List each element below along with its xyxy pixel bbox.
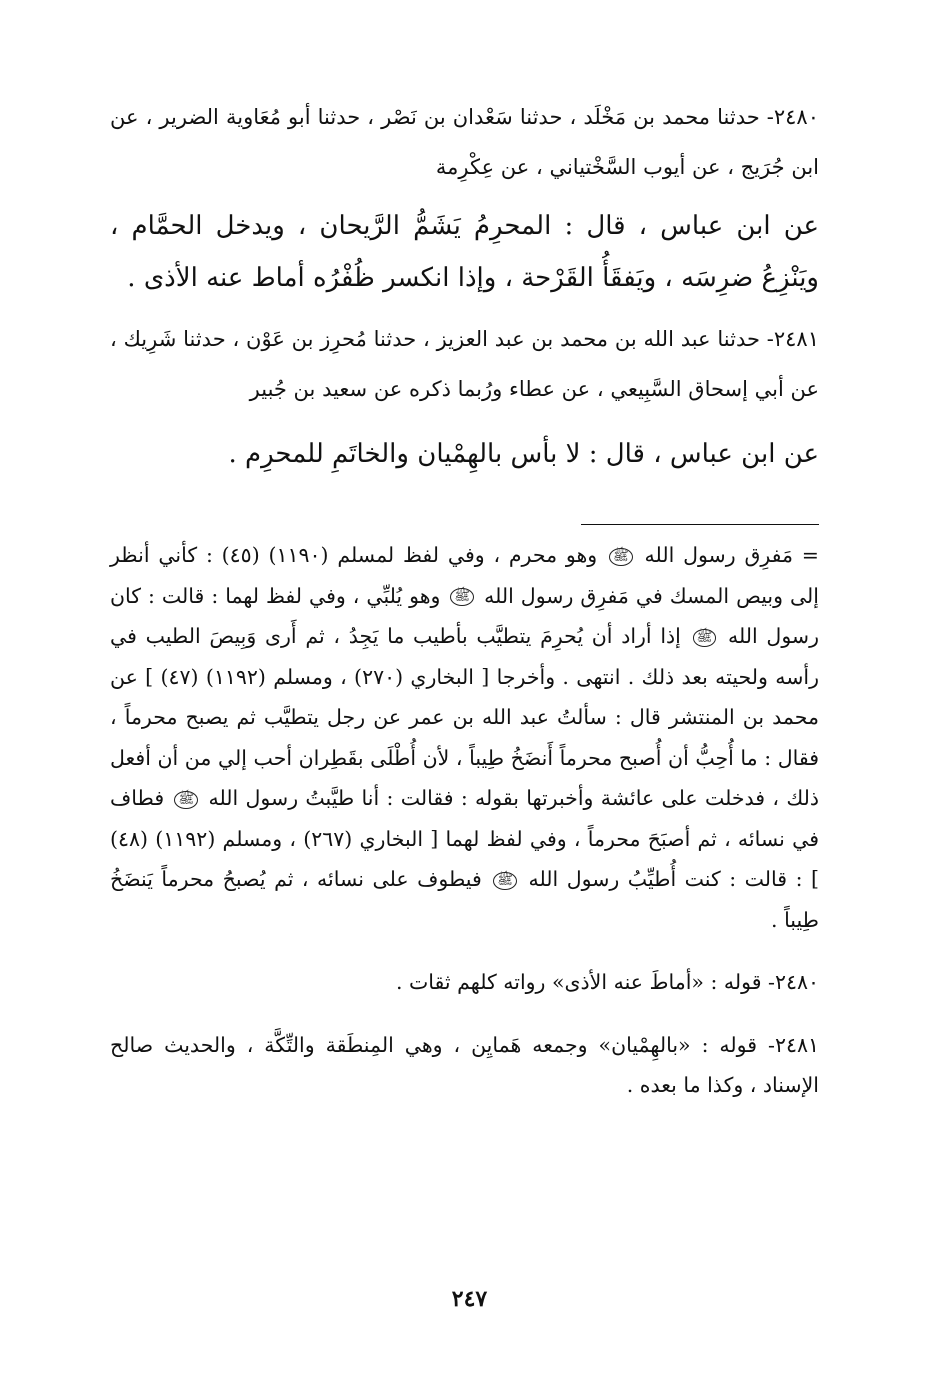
hadith-2480-isnad: ٢٤٨٠- حدثنا محمد بن مَخْلَد ، حدثنا سَعْدان بن نَصْر ، حدثنا أبو مُعَاوية الضرير ، عن ابن جُرَيج ، عن أيوب السَّخْتياني ، عن عِكْرِمة (110, 105, 819, 179)
hadith-2480-matn: عن ابن عباس ، قال : المحرِمُ يَشَمُّ الرَّيحان ، ويدخل الحمَّام ، ويَنْزِعُ ضرِسَه ، ويَفقَأُ القَرْحة ، وإذا انكسر ظُفْرُه أماط عنه الأذى . (110, 211, 819, 293)
pbuh-glyph: ﷺ (450, 588, 474, 606)
footnote-2480: ٢٤٨٠- قوله : «أماطَ عنه الأذى» رواته كلهم ثقات . (395, 970, 819, 994)
hadith-2481-isnad: ٢٤٨١- حدثنا عبد الله بن محمد بن عبد العزيز ، حدثنا مُحرِز بن عَوْن ، حدثنا شَرِيك ، عن أبي إسحاق السَّبِيعي ، عن عطاء ورُبما ذكره عن سعيد بن جُبير (110, 327, 819, 401)
footnote-text-part: = مَفرِق رسول الله (644, 543, 819, 567)
footnote-text-part: فيطوف على نسائه ، ثم يُصبحُ محرماً يَنضَخُ طِيباً . (110, 867, 819, 932)
footnote-separator (581, 524, 819, 525)
hadith-2481-matn: عن ابن عباس ، قال : لا بأس بالهِمْيان والخاتَمِ للمحرِم . (228, 439, 819, 469)
pbuh-glyph: ﷺ (609, 548, 633, 566)
hadith-2480 (110, 92, 819, 304)
page-number: ٢٤٧ (451, 1286, 488, 1312)
footnote-text-part: فطاف في نسائه ، ثم أصبَحَ محرماً ، وفي لفظ لهما [ البخاري (٢٦٧) ، ومسلم (١١٩٢) (٤٨) ] : قالت : كنت أُطيِّبُ رسول الله (110, 786, 819, 891)
footnote-text-part: إذا أراد أن يُحرِمَ يتطيَّب بأطيب ما يَجِدُ ، ثم أَرى وَبِيصَ الطيب في رأسه ولحيته بعد ذلك . انتهى . وأخرجا [ البخاري (٢٧٠) ، ومسلم (١١٩٢) (٤٧) ] عن محمد بن المنتشر قال : سألتُ عبد الله بن عمر عن رجل يتطيَّب ثم يصبح محرماً ، فقال : ما أُحِبُّ أن أُصبح محرماً أَنضَخُ طِيباً ، لأن أُطْلَى بقَطِران أحب إلي من أن أفعل ذلك ، فدخلت على عائشة وأخبرتها بقوله : فقالت : أنا طيَّبتُ رسول الله (110, 624, 820, 810)
footnote-text-part: وهو يُلبِّي ، وفي لفظ لهما : قالت : كان رسول الله (110, 583, 819, 648)
pbuh-glyph: ﷺ (493, 872, 517, 890)
footnotes (110, 535, 819, 1106)
footnote-text-part: وهو محرم ، وفي لفظ لمسلم (١١٩٠) (٤٥) : كأني أنظر إلى وبيص المسك في مَفرِق رسول الله (110, 543, 819, 608)
footnote-continuation (110, 535, 819, 940)
footnote-2481: ٢٤٨١- قوله : «بالهِمْيان» وجمعه هَمايِن ، وهي المِنطَقة والتِّكَّة ، والحديث صالح الإسناد ، وكذا ما بعده . (110, 1032, 819, 1097)
pbuh-glyph: ﷺ (174, 791, 198, 809)
hadith-2481 (110, 314, 819, 480)
pbuh-glyph: ﷺ (693, 629, 717, 647)
